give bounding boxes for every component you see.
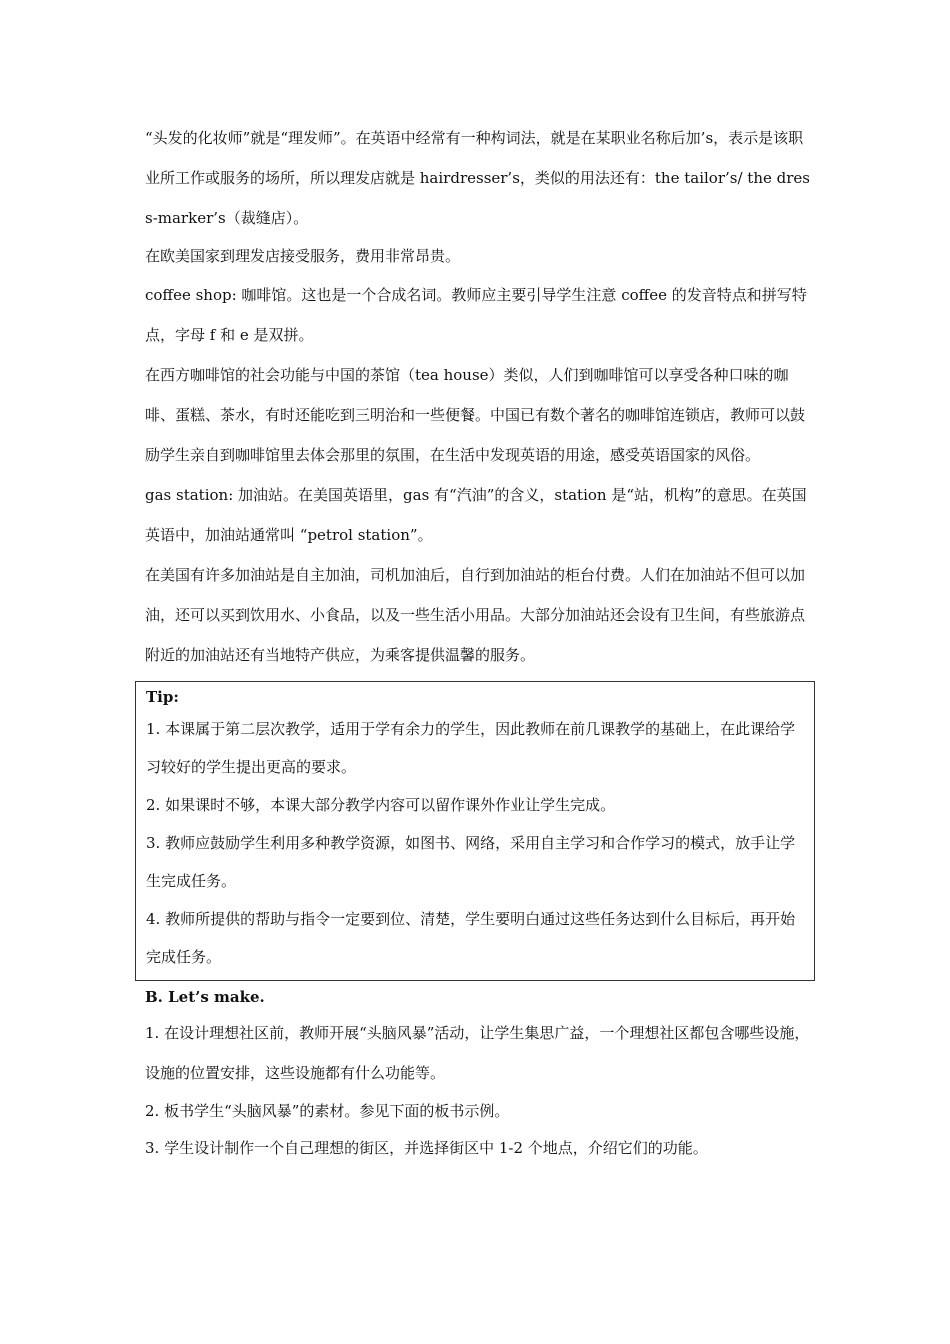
document-page xyxy=(145,118,815,1167)
tip-title: Tip: xyxy=(146,688,179,706)
section-b-item: 1. 在设计理想社区前，教师开展“头脑风暴”活动，让学生集思广益，一个理想社区都包含哪些设施，设施的位置安排，这些设施都有什么功能等。 xyxy=(145,1024,810,1082)
tip-item: 4. 教师所提供的帮助与指令一定要到位、清楚，学生要明白通过这些任务达到什么目标后，再开始完成任务。 xyxy=(146,910,796,966)
tip-item: 1. 本课属于第二层次教学，适用于学有余力的学生，因此教师在前几课教学的基础上，在此课给学习较好的学生提出更高的要求。 xyxy=(146,720,796,776)
paragraph-coffee-shop: coffee shop: 咖啡馆。这也是一个合成名词。教师应主要引导学生注意 coffee 的发音特点和拼写特点，字母 f 和 e 是双拼。 xyxy=(145,286,807,344)
paragraph-coffee-culture: 在西方咖啡馆的社会功能与中国的茶馆（tea house）类似，人们到咖啡馆可以享受各种口味的咖啡、蛋糕、茶水，有时还能吃到三明治和一些便餐。中国已有数个著名的咖啡馆连锁店，教师可以鼓励学生亲自到咖啡馆里去体会那里的氛围，在生活中发现英语的用途，感受英语国家的风俗。 xyxy=(145,366,806,464)
paragraph-hairdresser: “头发的化妆师”就是“理发师”。在英语中经常有一种构词法，就是在某职业名称后加’s，表示是该职业所工作或服务的场所，所以理发店就是 hairdresser’s，类似的用法还有：the tailor’s/ the dress-marker’s（裁缝店）。 xyxy=(145,129,810,227)
tip-item: 3. 教师应鼓励学生利用多种教学资源，如图书、网络，采用自主学习和合作学习的模式，放手让学生完成任务。 xyxy=(146,834,796,890)
tip-item: 2. 如果课时不够，本课大部分教学内容可以留作课外作业让学生完成。 xyxy=(146,796,616,814)
paragraph-barber-cost: 在欧美国家到理发店接受服务，费用非常昂贵。 xyxy=(145,247,461,265)
paragraph-gas-station: gas station: 加油站。在美国英语里，gas 有“汽油”的含义，station 是“站，机构”的意思。在英国英语中，加油站通常叫 “petrol station”。 xyxy=(145,486,807,544)
section-b-heading: B. Let’s make. xyxy=(145,988,265,1006)
section-b-item: 3. 学生设计制作一个自己理想的街区，并选择街区中 1-2 个地点，介绍它们的功能。 xyxy=(145,1139,708,1157)
tip-box xyxy=(135,681,815,981)
paragraph-gas-station-culture: 在美国有许多加油站是自主加油，司机加油后，自行到加油站的柜台付费。人们在加油站不但可以加油，还可以买到饮用水、小食品，以及一些生活小用品。大部分加油站还会设有卫生间，有些旅游点附近的加油站还有当地特产供应，为乘客提供温馨的服务。 xyxy=(145,566,806,664)
section-b-item: 2. 板书学生“头脑风暴”的素材。参见下面的板书示例。 xyxy=(145,1102,510,1120)
